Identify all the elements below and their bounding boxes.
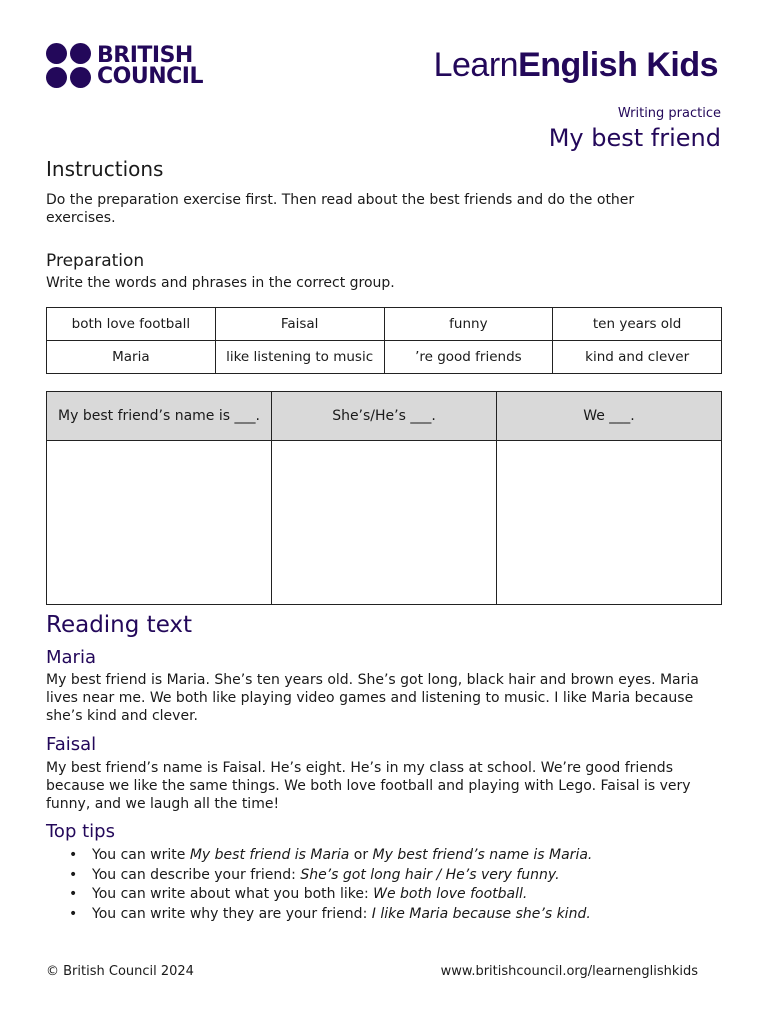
- page-title: My best friend: [548, 124, 721, 152]
- faisal-heading: Faisal: [46, 734, 97, 755]
- instructions-heading: Instructions: [46, 157, 164, 181]
- tip-text: You can write why they are your friend:: [92, 906, 372, 923]
- preparation-heading: Preparation: [46, 251, 145, 271]
- footer-copyright: © British Council 2024: [46, 964, 194, 979]
- group-table: [46, 391, 722, 605]
- word-cell: kind and clever: [553, 341, 722, 374]
- tip-text: You can write: [92, 847, 190, 863]
- bullet-icon: •: [69, 906, 78, 923]
- list-item: [46, 905, 722, 925]
- british-council-dots-icon: [46, 43, 91, 88]
- table-row: [47, 441, 722, 605]
- word-cell: Maria: [47, 341, 216, 374]
- bullet-icon: •: [69, 886, 78, 903]
- instructions-text: Do the preparation exercise first. Then read about the best friends and do the other exercises.: [46, 192, 635, 226]
- top-tips-list: [46, 846, 722, 925]
- list-item: [46, 866, 722, 886]
- faisal-text: My best friend’s name is Faisal. He’s eight. He’s in my class at school. We’re good friends because we like the same things. We both love football and playing with Lego. Faisal is very funny, and we laugh all the time!: [46, 760, 691, 812]
- maria-text: My best friend is Maria. She’s ten years old. She’s got long, black hair and brown eyes. Maria lives near me. We both like playing video games and listening to music. I like Maria because she’s kind and clever.: [46, 672, 699, 724]
- bc-logo-line1: BRITISH: [97, 42, 193, 68]
- bullet-icon: •: [69, 847, 78, 863]
- answer-cell-she-he[interactable]: [272, 441, 497, 605]
- list-item: [46, 846, 722, 866]
- tip-text: You can describe your friend:: [92, 866, 301, 883]
- tip-example: I like Maria because she’s kind.: [371, 906, 591, 923]
- word-cell: Faisal: [215, 308, 384, 341]
- group-header-name: My best friend’s name is ___.: [47, 392, 272, 441]
- group-header-we: We ___.: [497, 392, 722, 441]
- table-row: [47, 341, 722, 374]
- tip-text: You can write about what you both like:: [92, 886, 374, 903]
- british-council-logo: [46, 43, 203, 88]
- preparation-text: Write the words and phrases in the correct group.: [46, 275, 395, 291]
- lek-kids: Kids: [646, 46, 718, 84]
- lek-learn: Learn: [433, 46, 519, 84]
- word-cell: like listening to music: [215, 341, 384, 374]
- word-bank-table: [46, 307, 722, 374]
- tip-example: My best friend’s name is Maria.: [372, 847, 593, 863]
- word-cell: funny: [384, 308, 553, 341]
- table-row: [47, 308, 722, 341]
- learnenglish-kids-logo: [434, 46, 718, 85]
- lek-english: English: [518, 46, 638, 84]
- word-cell: ’re good friends: [384, 341, 553, 374]
- reading-heading: Reading text: [46, 612, 193, 638]
- answer-cell-name[interactable]: [47, 441, 272, 605]
- word-cell: both love football: [47, 308, 216, 341]
- word-cell: ten years old: [553, 308, 722, 341]
- answer-cell-we[interactable]: [497, 441, 722, 605]
- top-tips-heading: Top tips: [46, 821, 115, 842]
- page-subheading: Writing practice: [617, 106, 721, 121]
- list-item: [46, 885, 722, 905]
- tip-example: My best friend is Maria: [189, 847, 350, 863]
- tip-text: or: [349, 847, 373, 863]
- bc-logo-line2: COUNCIL: [97, 63, 203, 89]
- table-header-row: [47, 392, 722, 441]
- footer-url[interactable]: www.britishcouncil.org/learnenglishkids: [440, 964, 698, 979]
- group-header-she-he: She’s/He’s ___.: [272, 392, 497, 441]
- bullet-icon: •: [69, 866, 78, 883]
- tip-example: She’s got long hair / He’s very funny.: [300, 866, 560, 883]
- tip-example: We both love football.: [373, 886, 528, 903]
- maria-heading: Maria: [46, 647, 96, 668]
